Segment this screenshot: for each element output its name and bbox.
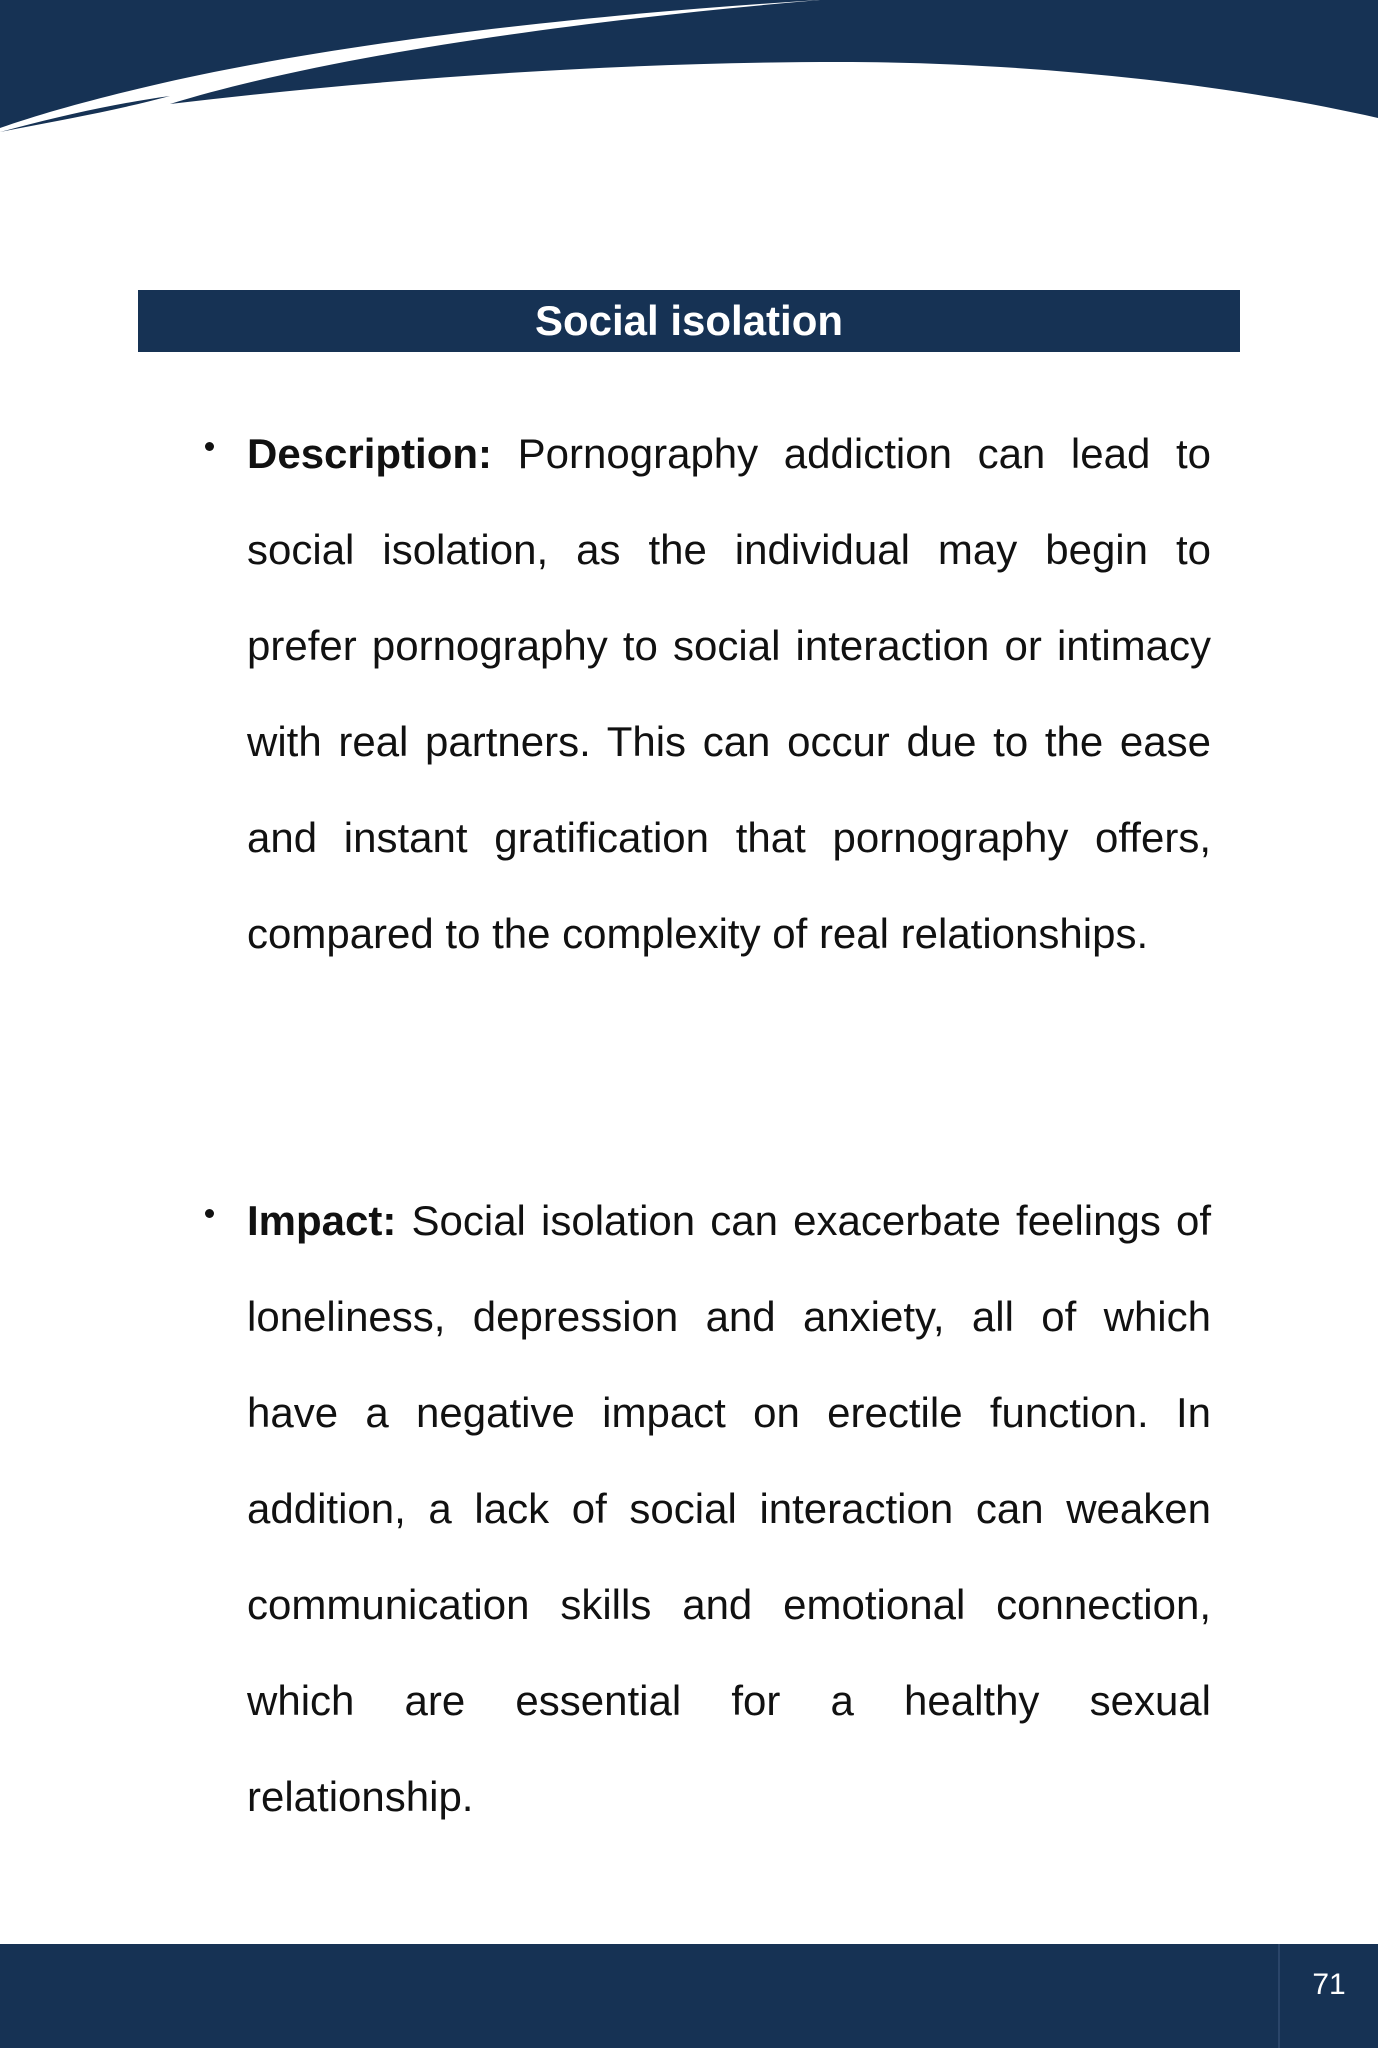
header-wave-decoration <box>0 0 1378 140</box>
bullet-body: Pornography addiction can lead to social isolation, as the individual may begin to prefer pornography to social interaction or intimacy with real partners. This can occur due to the ease and instant gratification that pornography offers, compared to the complexity of real relationships. <box>247 430 1211 957</box>
bullet-paragraph <box>247 1173 1211 1845</box>
bullet-term: Impact: <box>247 1197 397 1244</box>
section-heading: Social isolation <box>138 290 1240 352</box>
bullet-icon <box>205 1209 214 1218</box>
page-number: 71 <box>1312 1968 1346 2001</box>
bullet-body: Social isolation can exacerbate feelings of loneliness, depression and anxiety, all of which have a negative impact on erectile function. In addition, a lack of social interaction can weaken communication skills and emotional connection, which are essential for a healthy sexual relationship. <box>247 1197 1211 1820</box>
footer-bar <box>0 1944 1378 2048</box>
bullet-term: Description: <box>247 430 493 477</box>
bullet-paragraph <box>247 406 1211 982</box>
bullet-icon <box>205 442 214 451</box>
